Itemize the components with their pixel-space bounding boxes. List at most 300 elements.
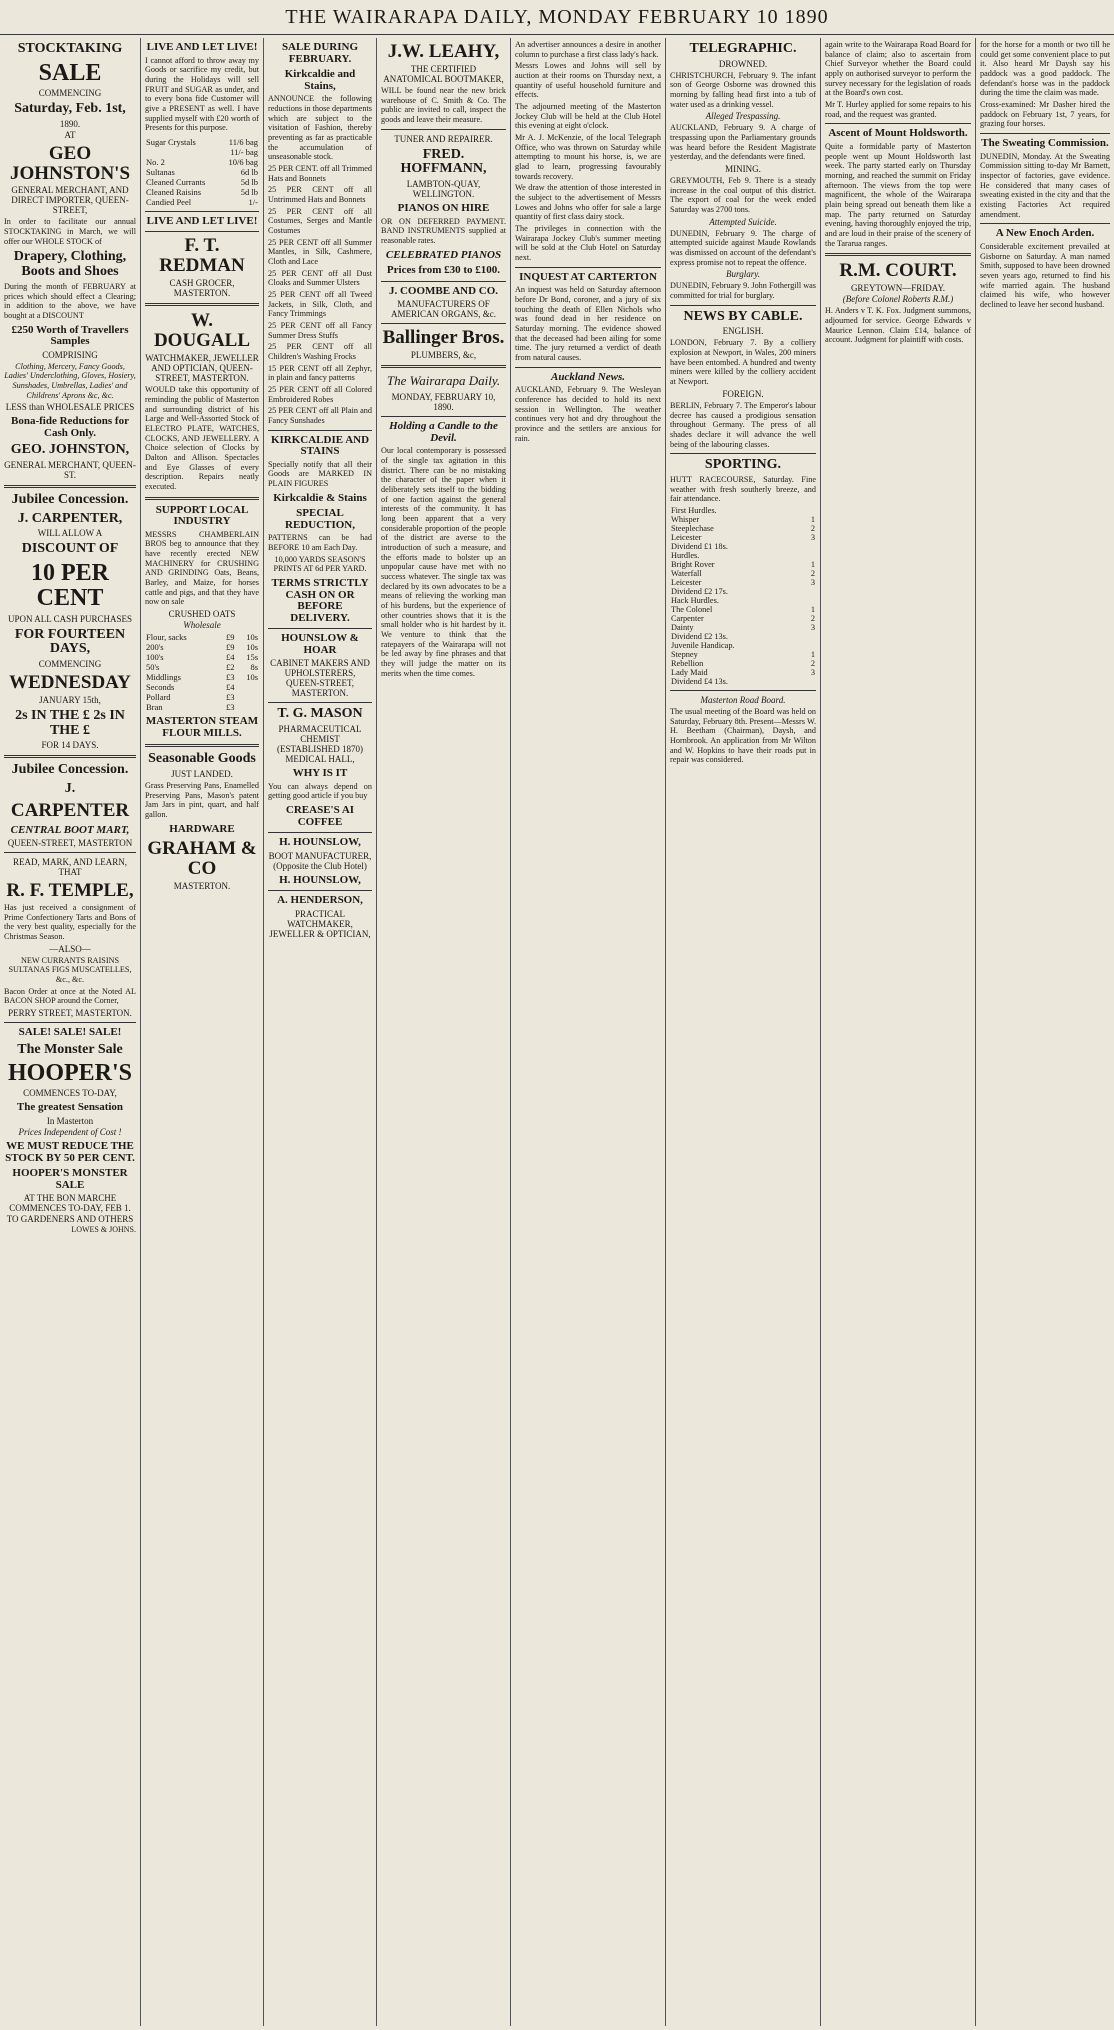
henderson-sub: PRACTICAL WATCHMAKER, JEWELLER & OPTICIAN,	[269, 908, 371, 939]
divider	[268, 430, 372, 431]
reduction-item: 25 PER CENT off all Plain and Fancy Sunshades	[268, 406, 372, 426]
sugar-price-row	[145, 147, 259, 157]
sale-year: 1890.	[59, 118, 81, 129]
flour-price-row	[145, 702, 259, 712]
read-mark-label: READ, MARK, AND LEARN, THAT	[12, 857, 127, 878]
race-result-row-cell: Dividend £2 13s.	[671, 631, 728, 641]
flour-price-row-cell	[236, 702, 260, 712]
flour-price-row	[145, 682, 259, 692]
race-result-row-cell	[803, 632, 816, 641]
race-result-row-cell: 1	[810, 649, 815, 659]
road-board-continued: again write to the Wairarapa Road Board for balance of claim; also to ascertain from Chief Surveyor whether the Board could apply on authorised surveyor to perform the survey necessary for the legislation of roads at the Board's own cost.	[825, 40, 971, 98]
column-4	[377, 38, 511, 2026]
race-result-row-cell: 3	[810, 667, 815, 677]
leahy-heading: J.W. LEAHY,	[387, 41, 500, 62]
race-result-row	[670, 596, 816, 605]
court-continued-2: Cross-examined: Mr Dasher hired the paddock on February 1st, 7 years, for grazing four horses.	[980, 100, 1110, 129]
discount-heading: DISCOUNT OF	[21, 541, 119, 557]
pianos-heading: PIANOS ON HIRE	[397, 202, 490, 214]
race-result-row-cell: Dividend £4 13s.	[671, 676, 728, 686]
flour-price-row-cell: £3	[226, 692, 235, 703]
sugar-price-row-cell: 11/- bag	[230, 146, 258, 157]
flour-price-row-cell: £9	[226, 632, 235, 643]
race-result-row	[670, 659, 816, 668]
divider	[381, 323, 506, 324]
race-result-row-cell: Hurdles.	[671, 550, 700, 560]
race-result-row	[670, 506, 816, 515]
race-result-row-cell: 3	[810, 622, 815, 632]
mining-text: GREYMOUTH, Feb 9. There is a steady increase in the coal output of this district. The export of coal for the week ended Saturday was 2700 tons.	[670, 176, 816, 215]
suicide-heading: Attempted Suicide.	[709, 216, 777, 227]
burglary-heading: Burglary.	[726, 269, 760, 280]
race-result-row-cell: Steeplechase	[671, 523, 714, 533]
sugar-price-row-cell: 6d lb	[240, 166, 258, 177]
race-result-row	[670, 524, 816, 533]
bacon-note: Bacon Order at once at the Noted AL BACON SHOP around the Corner,	[4, 986, 136, 1006]
divider	[4, 485, 136, 488]
dougall-heading: W. DOUGALL	[153, 310, 251, 352]
pianos-text: OR ON DEFERRED PAYMENT. BAND INSTRUMENTS supplied at reasonable rates.	[381, 216, 506, 245]
masthead	[0, 0, 1114, 35]
divider	[381, 416, 506, 417]
drowned-heading: DROWNED.	[718, 58, 768, 69]
race-result-row-cell: Dividend £2 17s.	[671, 586, 728, 596]
race-result-row-cell: The Colonel	[671, 604, 713, 614]
ascent-heading: Ascent of Mount Holdsworth.	[828, 127, 968, 140]
stocktaking-heading: STOCKTAKING	[17, 41, 123, 56]
sale-sale-heading: SALE! SALE! SALE!	[18, 1026, 122, 1039]
race-result-row	[670, 578, 816, 587]
steam-mills-heading: MASTERTON STEAM FLOUR MILLS.	[145, 715, 259, 739]
column-7	[821, 38, 976, 2026]
road-board-continued-2: Mr T. Hurley applied for some repairs to his road, and the request was granted.	[825, 100, 971, 119]
trespass-heading: Alleged Trespassing.	[705, 111, 781, 122]
carpenter-initial: J.	[64, 780, 76, 796]
mason-heading: T. G. MASON	[277, 706, 363, 722]
wednesday-heading: WEDNESDAY	[9, 671, 131, 693]
sugar-price-row	[145, 187, 259, 197]
cable-news-heading: NEWS BY CABLE.	[683, 308, 803, 324]
reduction-item: 25 PER CENT off all Children's Washing Frocks	[268, 342, 372, 361]
flour-price-row-cell: 10s	[246, 632, 258, 643]
suicide-text: DUNEDIN, February 9. The charge of attempted suicide against Maude Rowlands was dismissed on account of the defendant's express promise not to repeat the offence.	[670, 228, 816, 267]
live-let-live-text: I cannot afford to throw away my Goods or sacrifice my credit, but during the Holidays will sell FRUIT and SUGAR as under, and to every bona fide Customer will give a PRESENT as well. I have supplied myself with £20 worth of Presents for this purpose.	[145, 55, 259, 133]
kirkcaldie-heading: Kirkcaldie and Stains,	[284, 68, 356, 92]
flour-price-row	[145, 652, 259, 662]
at-label: AT	[64, 129, 76, 140]
race-result-row-cell: Dividend £1 18s.	[671, 541, 728, 551]
race-result-row-cell: 2	[810, 613, 815, 623]
sale-heading: SALE	[38, 59, 102, 86]
kirkcaldie-sub: Specially notify that all their Goods are MARKED IN PLAIN FIGURES	[268, 459, 372, 489]
stocktaking-intro: In order to facilitate our annual STOCKTAKING in March, we will offer our WHOLE STOCK of	[4, 217, 136, 246]
crushed-oats-label: CRUSHED OATS	[168, 609, 236, 620]
reduction-item: 25 PER CENT off all Fancy Summer Dress Stuffs	[268, 320, 372, 340]
monster-sale-heading: The Monster Sale	[17, 1041, 123, 1057]
column-2	[141, 38, 264, 2026]
sugar-price-row	[145, 157, 259, 167]
for-days-label: FOR 14 DAYS.	[41, 740, 99, 751]
race-result-row-cell: 2	[810, 523, 815, 533]
will-allow-label: WILL ALLOW A	[37, 528, 103, 539]
bon-marche-label: AT THE BON MARCHE COMMENCES TO-DAY, FEB 1.	[9, 1193, 131, 1214]
divider	[825, 123, 971, 124]
discount-note: During the month of FEBRUARY at prices which should effect a Clearing; in addition to the above, we have bought at a DISCOUNT	[4, 281, 136, 320]
sugar-price-row	[145, 167, 259, 177]
race-result-row	[670, 641, 816, 650]
mining-heading: MINING.	[725, 164, 761, 175]
henderson-heading: A. HENDERSON,	[277, 894, 363, 907]
flour-price-row-cell: £4	[226, 682, 235, 693]
divider	[670, 690, 816, 691]
temple-heading: R. F. TEMPLE,	[6, 880, 134, 902]
graham-heading: GRAHAM & CO	[147, 838, 257, 880]
also-label: —ALSO—	[49, 943, 91, 954]
divider	[670, 453, 816, 454]
flour-price-row	[145, 632, 259, 642]
race-result-row-cell	[803, 641, 816, 650]
race-results-table	[670, 506, 816, 686]
drowned-text: CHRISTCHURCH, February 9. The infant son of George Osborne was drowned this morning by falling head first into a tub of water used as a drinking vessel.	[670, 70, 816, 109]
news-paragraph: Mr A. J. McKenzie, of the local Telegraph Office, who was thrown on Saturday while attempting to mount his horse, is, we are glad to learn, progressing favourably towards recovery.	[515, 133, 661, 181]
johnston-shop-sub: GENERAL MERCHANT, AND DIRECT IMPORTER, QUEEN-STREET,	[11, 185, 129, 216]
race-result-row-cell: 2	[810, 568, 815, 578]
sale-during-heading: SALE DURING FEBRUARY.	[281, 41, 359, 65]
ten-percent-heading: 10 PER CENT	[31, 560, 109, 612]
race-result-row-cell	[803, 542, 816, 551]
sweating-text: DUNEDIN, Monday. At the Sweating Commission sitting to-day Mr Barnett, inspector of factories, gave evidence. He considered that many cases of sweating existed in the city and that the existing Factories Act required amendment.	[980, 151, 1110, 219]
hounslow-heading-3: H. HOUNSLOW,	[279, 873, 361, 886]
flour-price-row-cell: 50's	[146, 662, 160, 673]
drapery-heading: Drapery, Clothing, Boots and Shoes	[13, 249, 127, 280]
enoch-arden-heading: A New Enoch Arden.	[995, 227, 1095, 240]
race-result-row-cell: Carpenter	[671, 613, 704, 623]
sugar-price-row	[145, 137, 259, 147]
cost-note: LESS than WHOLESALE PRICES	[5, 402, 135, 413]
flour-price-row-cell: 8s	[250, 662, 258, 673]
flour-price-row-cell: £9	[226, 642, 235, 653]
reduce-stock-heading: WE MUST REDUCE THE STOCK BY 50 PER CENT.	[5, 1140, 135, 1164]
divider	[268, 832, 372, 833]
leahy-sub: THE CERTIFIED ANATOMICAL BOOTMAKER,	[383, 63, 504, 84]
johnston-shop-heading: GEO JOHNSTON'S	[9, 142, 131, 184]
race-result-row	[670, 515, 816, 524]
flour-price-row	[145, 642, 259, 652]
sugar-price-row-cell: 10/6 bag	[228, 156, 258, 167]
road-board-heading: Masterton Road Board.	[700, 694, 786, 705]
race-result-row-cell: 3	[810, 532, 815, 542]
race-result-row	[670, 542, 816, 551]
flour-price-row	[145, 662, 259, 672]
column-1	[0, 38, 141, 2026]
race-result-row	[670, 569, 816, 578]
live-let-live-heading-2: LIVE AND LET LIVE!	[146, 214, 258, 227]
sugar-price-row-cell: Cleaned Raisins	[146, 186, 202, 197]
foreign-heading: FOREIGN.	[722, 388, 764, 399]
race-result-row	[670, 632, 816, 641]
divider	[268, 890, 372, 891]
court-continued: for the horse for a month or two till he could get some convenient place to put it. Also heard Mr Daysh say his paddock was a good paddock. The defendant's horse was in the paddock during the time the claim was made.	[980, 40, 1110, 98]
race-result-row-cell: 1	[810, 559, 815, 569]
divider	[980, 133, 1110, 134]
carpenter-name-2: CARPENTER	[10, 799, 130, 821]
just-landed-label: JUST LANDED.	[171, 768, 233, 779]
flour-price-row-cell: Bran	[146, 702, 163, 713]
english-text: LONDON, February 7. By a colliery explosion at Newport, in Wales, 200 miners have been entombed. A hundred and twenty miners were killed by the colliery accident at Newport.	[670, 338, 816, 387]
reduction-item: 25 PER CENT off all Colored Embroidered Robes	[268, 385, 372, 404]
greatest-sensation-heading: The greatest Sensation	[16, 1101, 124, 1114]
flour-price-row-cell: Pollard	[146, 692, 171, 703]
coombe-heading: J. COOMBE AND CO.	[388, 284, 499, 297]
divider	[381, 365, 506, 368]
flour-price-row-cell: £2	[226, 662, 235, 673]
race-result-row-cell: Hack Hurdles.	[671, 595, 719, 605]
race-result-row-cell: Leicester	[671, 532, 702, 542]
patterns-note: PATTERNS can be had BEFORE 10 am Each Day.	[268, 533, 372, 553]
rm-court-heading: R.M. COURT.	[839, 260, 957, 282]
hoffmann-heading: FRED. HOFFMANN,	[400, 146, 487, 177]
auckland-heading: Auckland News.	[551, 370, 625, 383]
ballinger-sub: PLUMBERS, &c,	[410, 350, 477, 361]
seasonable-text: Grass Preserving Pans, Enamelled Preserving Pans, Mason's patent Jam Jars in pint, quart, and half gallon.	[145, 780, 259, 819]
prints-note: 10,000 YARDS SEASON'S PRINTS AT 6d PER YARD.	[273, 554, 367, 574]
samples-heading: £250 Worth of Travellers Samples	[11, 323, 129, 348]
johnston-signature-sub: GENERAL MERCHANT, QUEEN-ST.	[4, 460, 136, 481]
reduction-item: 25 PER CENT off all Costumes, Serges and Mantle Costumes	[268, 206, 372, 235]
race-result-row	[670, 605, 816, 614]
divider	[4, 1022, 136, 1023]
editorial-title: Holding a Candle to the Devil.	[389, 420, 498, 444]
editorial-masthead: The Wairarapa Daily.	[386, 373, 501, 389]
flour-price-row-cell: £3	[226, 672, 235, 683]
sugar-price-row-cell	[145, 147, 220, 157]
burglary-text: DUNEDIN, February 9. John Fothergill was committed for trial for burglary.	[670, 281, 816, 301]
sugar-price-row-cell: Sultanas	[146, 166, 175, 177]
enoch-arden-text: Considerable excitement prevailed at Gisborne on Saturday. A man named Smith, supposed to have been drowned seven years ago, returned to find his wife married again. The husband claimed his wife, who however declined to leave her second husband.	[980, 241, 1110, 309]
seasonable-goods-heading: Seasonable Goods	[148, 751, 256, 767]
race-result-row-cell	[803, 551, 816, 560]
divider	[268, 702, 372, 703]
divider	[145, 231, 259, 232]
sugar-price-row-cell: Candied Peel	[146, 196, 192, 207]
hoopers-monster-heading: HOOPER'S MONSTER SALE	[12, 1167, 128, 1191]
crease-coffee-heading: CREASE'S AI COFFEE	[285, 803, 355, 828]
hardware-heading: HARDWARE	[169, 822, 235, 835]
jubilee-heading: Jubilee Concession.	[11, 492, 129, 508]
queen-street-label: QUEEN-STREET, MASTERTON	[7, 838, 133, 849]
divider	[980, 223, 1110, 224]
reduction-item: 25 PER CENT off all Dust Cloaks and Summer Ulsters	[268, 268, 372, 288]
commencing-label: COMMENCING	[38, 87, 102, 98]
lowes-johns-signature: LOWES & JOHNS.	[71, 1225, 136, 1235]
graham-sub: MASTERTON.	[173, 880, 231, 891]
race-result-row-cell: Rebellion	[671, 658, 704, 668]
newspaper-title: THE WAIRARAPA DAILY, MONDAY FEBRUARY 10 1890	[285, 6, 829, 28]
mason-sub: PHARMACEUTICAL CHEMIST (ESTABLISHED 1870) MEDICAL HALL,	[276, 724, 364, 765]
race-result-row-cell: Waterfall	[671, 568, 702, 578]
special-reduction-heading: SPECIAL REDUCTION,	[285, 507, 355, 531]
carpenter-name: J. CARPENTER,	[17, 510, 123, 526]
support-local-text: MESSRS CHAMBERLAIN BROS beg to announce that they have recently erected NEW MACHINERY for CRUSHING AND GRINDING Oats, Beans, Barley, and Maize, for horses cattle and pigs, and that they have now on sale	[145, 529, 259, 607]
temple-text: Has just received a consignment of Prime Confectionery Tarts and Bons of the very best quality, especially for the Christmas Season.	[4, 903, 136, 942]
column-5	[511, 38, 666, 2026]
editorial-text: Our local contemporary is possessed of the single tax agitation in this district. There can be no mistaking the character of the paper when it deliberately sets itself to the bidding of one faction against the general interests of the community. It has long been apparent that a very considerable proportion of the people of the district are averse to the introduction of such a measure, and the efforts made to bolster up an unpopular cause have met with no success whatever. The single tax was declared by its own advocates to be a means of relieving the working man of his burdens, but the experience of other countries shows that it is the small holder who is hit hardest by it. We venture to think that the ratepayers of the Wairarapa will not be led away by fine phrases and that they will judge the matter on its merits when the time comes.	[381, 446, 506, 678]
terms-heading: TERMS STRICTLY CASH ON OR BEFORE DELIVERY.	[271, 577, 369, 624]
hounslow-hoar-heading: HOUNSLOW & HOAR	[281, 632, 359, 656]
piano-prices: Prices from £30 to £100.	[386, 264, 501, 277]
dougall-text: WOULD take this opportunity of reminding the public of Masterton and surrounding district of his Large and Well-Assorted Stock of ELECTRO PLATE, WATCHES, CLOCKS, AND JEWELLERY. A Choice selection of Clocks by Dalton and Allison. Spectacles and Eye Glasses of every description. Repairs neatly executed.	[145, 385, 259, 491]
commencing-label-2: COMMENCING	[38, 658, 102, 669]
flour-price-row-cell	[236, 692, 260, 702]
sugar-price-row	[145, 197, 259, 207]
sweating-heading: The Sweating Commission.	[981, 137, 1109, 150]
hoopers-heading: HOOPER'S	[7, 1060, 133, 1087]
commences-today-label: COMMENCES TO-DAY,	[23, 1088, 117, 1099]
race-result-row-cell	[803, 506, 816, 515]
divider	[381, 281, 506, 282]
race-result-row	[670, 587, 816, 596]
race-result-row-cell: 1	[810, 604, 815, 614]
divider	[4, 755, 136, 758]
ballinger-heading: Ballinger Bros.	[382, 327, 505, 349]
reduction-item: 25 PER CENT off all Summer Mantles, in Silk, Cashmere, Cloth and Lace	[268, 237, 372, 266]
race-result-row	[670, 614, 816, 623]
race-result-row-cell: Juvenile Handicap.	[671, 640, 735, 650]
divider	[268, 628, 372, 629]
cash-purchases-label: UPON ALL CASH PURCHASES	[8, 613, 132, 624]
race-result-row-cell: Bright Rover	[671, 559, 715, 569]
hounslow-boot-heading: H. HOUNSLOW,	[279, 836, 361, 849]
flour-table-heading: Wholesale	[183, 620, 221, 631]
road-board-text: The usual meeting of the Board was held on Saturday, February 8th. Present—Messrs W. H. Beetham (Chairman), Daysh, and Hornbrook. An application from Mr Wilton and W. Hopkins to have their roads put in repair was considered.	[670, 706, 816, 765]
reduction-item: 25 PER CENT off all Tweed Jackets, in Silk, Cloth, and Fancy Trimmings	[268, 289, 372, 319]
divider	[145, 211, 259, 212]
race-result-row	[670, 551, 816, 560]
flour-price-row-cell: £3	[226, 702, 235, 713]
divider	[381, 129, 506, 130]
flour-price-row	[145, 692, 259, 702]
currants-list: NEW CURRANTS RAISINS SULTANAS FIGS MUSCATELLES, &c., &c.	[8, 955, 132, 985]
celebrated-pianos-heading: CELEBRATED PIANOS	[385, 248, 502, 261]
news-paragraph: The privileges in connection with the Wairarapa Jockey Club's summer meeting will be sold at the Club Hotel on Saturday next.	[515, 224, 661, 263]
in-masterton-label: In Masterton	[46, 1116, 94, 1127]
race-result-row-cell: Lady Maid	[671, 667, 708, 677]
divider	[515, 367, 661, 368]
race-result-row-cell	[803, 677, 816, 686]
divider	[825, 253, 971, 256]
race-result-row-cell: 3	[810, 577, 815, 587]
two-shillings-heading: 2s IN THE £ 2s IN THE £	[15, 707, 125, 738]
support-local-heading: SUPPORT LOCAL INDUSTRY	[155, 503, 249, 528]
hounslow-boot-sub: BOOT MANUFACTURER, (Opposite the Club Hotel)	[268, 850, 372, 871]
flour-price-row-cell: Middlings	[146, 672, 181, 683]
trespass-text: AUCKLAND, February 9. A charge of trespassing upon the Parliamentary grounds was heard before the Resident Magistrate yesterday, and the defendants were fined.	[670, 123, 816, 162]
comprising-label: COMPRISING	[42, 349, 98, 360]
jubilee-heading-2: Jubilee Concession.	[11, 762, 129, 778]
news-paragraph: Messrs Lowes and Johns will sell by auction at their rooms on Thursday next, a quantity of useful household furniture and effects.	[515, 61, 661, 100]
sugar-price-row-cell: 5d lb	[240, 176, 258, 187]
sporting-text: HUTT RACECOURSE, Saturday. Fine weather with fresh southerly breeze, and fair attendance.	[670, 474, 816, 504]
editorial-date: MONDAY, FEBRUARY 10, 1890.	[391, 392, 496, 413]
redman-sub: CASH GROCER, MASTERTON.	[169, 278, 235, 299]
news-paragraph: We draw the attention of those interested in the subject to the advertisement of Messrs Lowes and Johns who offer for sale a large quantity of first class dairy stock.	[515, 183, 661, 222]
divider	[515, 267, 661, 268]
flour-price-row-cell: 15s	[246, 652, 258, 663]
race-result-row-cell: Dainty	[671, 622, 694, 632]
divider	[145, 744, 259, 747]
reduction-item: 15 PER CENT off all Zephyr, in plain and fancy patterns	[268, 363, 372, 383]
january-date: JANUARY 15th,	[39, 694, 101, 705]
why-heading: WHY IS IT	[292, 767, 348, 780]
english-heading: ENGLISH.	[722, 326, 764, 337]
divider	[145, 497, 259, 500]
race-result-row-cell: 2	[810, 658, 815, 668]
race-result-row-cell: Leicester	[671, 577, 702, 587]
bonafide-heading: Bona-fide Reductions for Cash Only.	[11, 415, 129, 439]
coombe-sub: MANUFACTURERS OF AMERICAN ORGANS, &c.	[390, 299, 496, 320]
flour-price-row-cell: Seconds	[146, 682, 175, 693]
sugar-price-table	[145, 137, 259, 207]
inquest-heading: INQUEST AT CARTERTON	[519, 270, 657, 283]
divider	[145, 303, 259, 306]
inquest-text: An inquest was held on Saturday afternoon before Dr Bond, coroner, and a jury of six touching the death of Ellen Nichols who was found dead in her residence on Saturday morning. The evidence showed that the deceased had been ailing for some time. The jury returned a verdict of death from natural causes.	[515, 285, 661, 363]
sugar-price-row-cell: Cleaned Currants	[146, 176, 206, 187]
column-6	[666, 38, 821, 2026]
flour-price-row-cell: 100's	[146, 652, 164, 663]
sugar-price-row-cell: Sugar Crystals	[146, 136, 196, 147]
reduction-list	[268, 164, 372, 426]
race-result-row-cell: 1	[810, 514, 815, 524]
foreign-text: BERLIN, February 7. The Emperor's labour decree has caused a prodigious sensation throughout Germany. The press of all shades declare it will advance the well being of the labouring classes.	[670, 400, 816, 449]
gardeners-label: TO GARDENERS AND OTHERS	[6, 1214, 134, 1225]
flour-price-row-cell: Flour, sacks	[146, 632, 187, 643]
flour-price-row-cell: £4	[226, 652, 235, 663]
flour-price-row-cell: 10s	[246, 642, 258, 653]
column-3	[264, 38, 377, 2026]
race-result-row	[670, 623, 816, 632]
boot-mart-heading: CENTRAL BOOT MART,	[10, 823, 130, 836]
items-list: Clothing, Mercery, Fancy Goods, Ladies' Underclothing, Gloves, Hosiery, Sunshades, Umbrellas, Ladies' and Childrens' Aprons &c, &c.	[4, 361, 136, 400]
fourteen-days-heading: FOR FOURTEEN DAYS,	[14, 626, 126, 657]
race-result-row	[670, 650, 816, 659]
flour-price-table	[145, 632, 259, 712]
race-result-row-cell	[803, 587, 816, 596]
sale-date: Saturday, Feb. 1st,	[14, 100, 126, 116]
kirkcaldie-text: ANNOUNCE the following reductions in those departments which are subject to the visitation of Fashion, thereby preventing as far as practicable the accumulation of unseasonable stock.	[268, 94, 372, 162]
tuner-label: TUNER AND REPAIRER.	[394, 133, 493, 144]
hoffmann-sub: LAMBTON-QUAY, WELLINGTON.	[406, 179, 481, 199]
leahy-text: WILL be found near the new brick warehouse of C. Smith & Co. The public are invited to call, inspect the goods and leave their measure.	[381, 85, 506, 124]
sugar-price-row-cell: 5d lb	[240, 186, 258, 197]
race-result-row-cell: Stepney	[671, 649, 698, 659]
ascent-text: Quite a formidable party of Masterton people went up Mount Holdsworth last week. The party started early on Thursday morning, and reached the summit on Friday afternoon. The views from the top were magnificent, the whole of the Wairarapa plain being spread out beneath them like a map. The party returned on Saturday evening, having thoroughly enjoyed the trip, and are loud in their praise of the scenery of the Tararua ranges.	[825, 141, 971, 248]
flour-price-row-cell	[236, 682, 260, 692]
johnston-signature: GEO. JOHNSTON,	[10, 442, 130, 458]
flour-price-row-cell: 200's	[146, 642, 164, 653]
prices-independent-label: Prices Independent of Cost !	[18, 1127, 122, 1138]
sugar-price-row-cell: 1/-	[248, 196, 258, 207]
rm-court-sub: GREYTOWN—FRIDAY.	[850, 283, 946, 294]
why-text: You can always depend on getting good article if you buy	[268, 781, 372, 801]
column-8	[976, 38, 1114, 2026]
kirkcaldie-heading-2: KIRKCALDIE AND STAINS	[270, 433, 370, 458]
kirkcaldie-heading-3: Kirkcaldie & Stains	[273, 491, 367, 504]
reduction-item: 25 PER CENT off all Untrimmed Hats and Bonnets	[268, 185, 372, 204]
auckland-text: AUCKLAND, February 9. The Wesleyan conference has decided to hold its next session in Wellington. The weather continues very hot and dry throughout the province and the settlers are anxious for rain.	[515, 385, 661, 443]
dougall-sub: WATCHMAKER, JEWELLER AND OPTICIAN, QUEEN-STREET, MASTERTON.	[145, 353, 259, 384]
race-result-row-cell: First Hurdles.	[671, 505, 717, 515]
news-paragraph: An advertiser announces a desire in another column to purchase a first class lady's hack.	[515, 40, 661, 59]
